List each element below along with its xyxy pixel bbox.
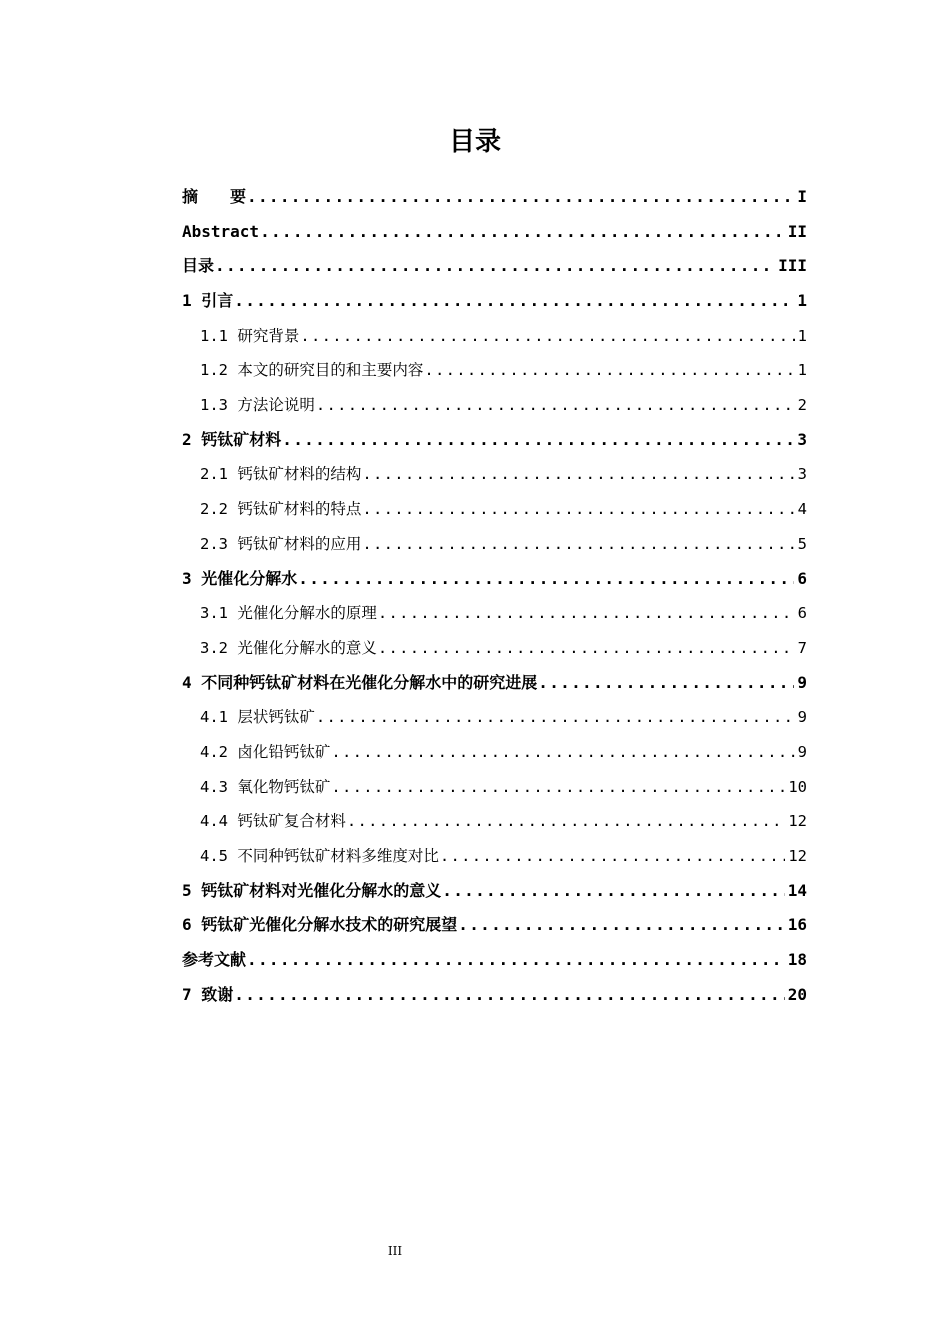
toc-entry[interactable] [182, 735, 807, 770]
toc-dot-leader [247, 180, 794, 215]
toc-entry-label: 4.2 卤化铅钙钛矿 [200, 742, 331, 761]
toc-entry-label: 1 引言 [182, 291, 234, 311]
toc-entry-label: 4.5 不同种钙钛矿材料多维度对比 [200, 847, 439, 866]
toc-entry[interactable] [182, 596, 807, 631]
toc-entry[interactable] [182, 353, 807, 388]
toc-entry[interactable] [182, 527, 807, 562]
toc-dot-leader [378, 631, 795, 666]
toc-entry-label: 3.1 光催化分解水的原理 [200, 604, 377, 623]
toc-entry-page: III [778, 256, 807, 276]
toc-entry-page: 3 [797, 465, 807, 484]
toc-entry[interactable] [182, 978, 807, 1013]
toc-entry-label: 2.2 钙钛矿材料的特点 [200, 500, 362, 519]
toc-entry-label: 4.4 钙钛矿复合材料 [200, 812, 346, 831]
toc-entry-page: 9 [797, 742, 807, 761]
toc-dot-leader [458, 908, 784, 943]
toc-dot-leader [378, 596, 795, 631]
toc-entry-label: 1.1 研究背景 [200, 326, 300, 345]
toc-entry-label: 5 钙钛矿材料对光催化分解水的意义 [182, 880, 442, 900]
toc-entry-label: 6 钙钛矿光催化分解水技术的研究展望 [182, 915, 458, 935]
toc-entry-page: 9 [797, 708, 807, 727]
toc-entry-label: 4.1 层状钙钛矿 [200, 708, 315, 727]
toc-entry[interactable] [182, 943, 807, 978]
toc-dot-leader [442, 874, 784, 909]
toc-dot-leader [424, 353, 794, 388]
toc-entry-label: 1.2 本文的研究目的和主要内容 [200, 361, 424, 380]
toc-entry-page: 6 [797, 568, 807, 588]
toc-entry-page: 3 [797, 429, 807, 449]
toc-dot-leader [347, 804, 786, 839]
toc-dot-leader [234, 284, 794, 319]
toc-dot-leader [362, 458, 794, 493]
toc-entry[interactable] [182, 215, 807, 250]
toc-entry[interactable] [182, 319, 807, 354]
toc-entry[interactable] [182, 284, 807, 319]
toc-entry[interactable] [182, 180, 807, 215]
toc-entry-label: 2.3 钙钛矿材料的应用 [200, 534, 362, 553]
toc-entry[interactable] [182, 874, 807, 909]
toc-entry-page: 4 [797, 500, 807, 519]
toc-entry-page: II [787, 221, 807, 241]
toc-entry-page: 7 [797, 638, 807, 657]
toc-entry[interactable] [182, 492, 807, 527]
toc-entry-page: 6 [797, 604, 807, 623]
toc-dot-leader [300, 319, 794, 354]
toc-dot-leader [362, 527, 794, 562]
toc-entry[interactable] [182, 804, 807, 839]
toc-entry[interactable] [182, 908, 807, 943]
toc-entry[interactable] [182, 700, 807, 735]
toc-entry-page: 1 [797, 361, 807, 380]
toc-dot-leader [298, 562, 794, 597]
toc-entry[interactable] [182, 839, 807, 874]
toc-entry-page: 10 [788, 777, 807, 796]
toc-entry[interactable] [182, 666, 807, 701]
toc-entry-page: 2 [797, 396, 807, 415]
toc-entry-label: 2 钙钛矿材料 [182, 429, 282, 449]
toc-entry-page: 20 [787, 984, 807, 1004]
toc-dot-leader [362, 492, 794, 527]
toc-dot-leader [282, 423, 794, 458]
toc-entry-label: 4 不同种钙钛矿材料在光催化分解水中的研究进展 [182, 672, 538, 692]
toc-entry-label: 1.3 方法论说明 [200, 396, 315, 415]
toc-dot-leader [215, 249, 775, 284]
toc-entry-label: 参考文献 [182, 950, 247, 970]
toc-entry-page: 16 [787, 915, 807, 935]
toc-entry[interactable] [182, 388, 807, 423]
toc-dot-leader [331, 735, 794, 770]
footer-page-number: III [387, 1244, 403, 1258]
toc-entry[interactable] [182, 249, 807, 284]
toc-dot-leader [331, 770, 785, 805]
toc-entry-page: 14 [787, 880, 807, 900]
table-of-contents [182, 180, 807, 1013]
toc-entry[interactable] [182, 458, 807, 493]
toc-entry-label: 3.2 光催化分解水的意义 [200, 638, 377, 657]
toc-dot-leader [538, 666, 794, 701]
toc-dot-leader [260, 215, 785, 250]
page-title: 目录 [448, 127, 501, 157]
toc-entry-label: Abstract [182, 221, 260, 241]
toc-dot-leader [234, 978, 784, 1013]
toc-entry-page: 9 [797, 672, 807, 692]
toc-dot-leader [316, 700, 795, 735]
toc-entry-page: 12 [788, 812, 807, 831]
toc-dot-leader [440, 839, 785, 874]
toc-entry-label: 2.1 钙钛矿材料的结构 [200, 465, 362, 484]
toc-entry-page: I [797, 186, 807, 206]
toc-entry-label: 7 致谢 [182, 984, 234, 1004]
toc-entry-page: 1 [797, 326, 807, 345]
toc-entry-label: 3 光催化分解水 [182, 568, 298, 588]
toc-entry[interactable] [182, 562, 807, 597]
toc-entry-label: 摘 要 [182, 186, 247, 206]
toc-entry-page: 18 [787, 950, 807, 970]
toc-entry-page: 12 [788, 847, 807, 866]
toc-entry-page: 5 [797, 534, 807, 553]
toc-entry-page: 1 [797, 291, 807, 311]
toc-dot-leader [316, 388, 795, 423]
toc-entry-label: 4.3 氧化物钙钛矿 [200, 777, 331, 796]
toc-entry-label: 目录 [182, 256, 215, 276]
toc-entry[interactable] [182, 631, 807, 666]
toc-entry[interactable] [182, 423, 807, 458]
toc-entry[interactable] [182, 770, 807, 805]
toc-dot-leader [247, 943, 785, 978]
